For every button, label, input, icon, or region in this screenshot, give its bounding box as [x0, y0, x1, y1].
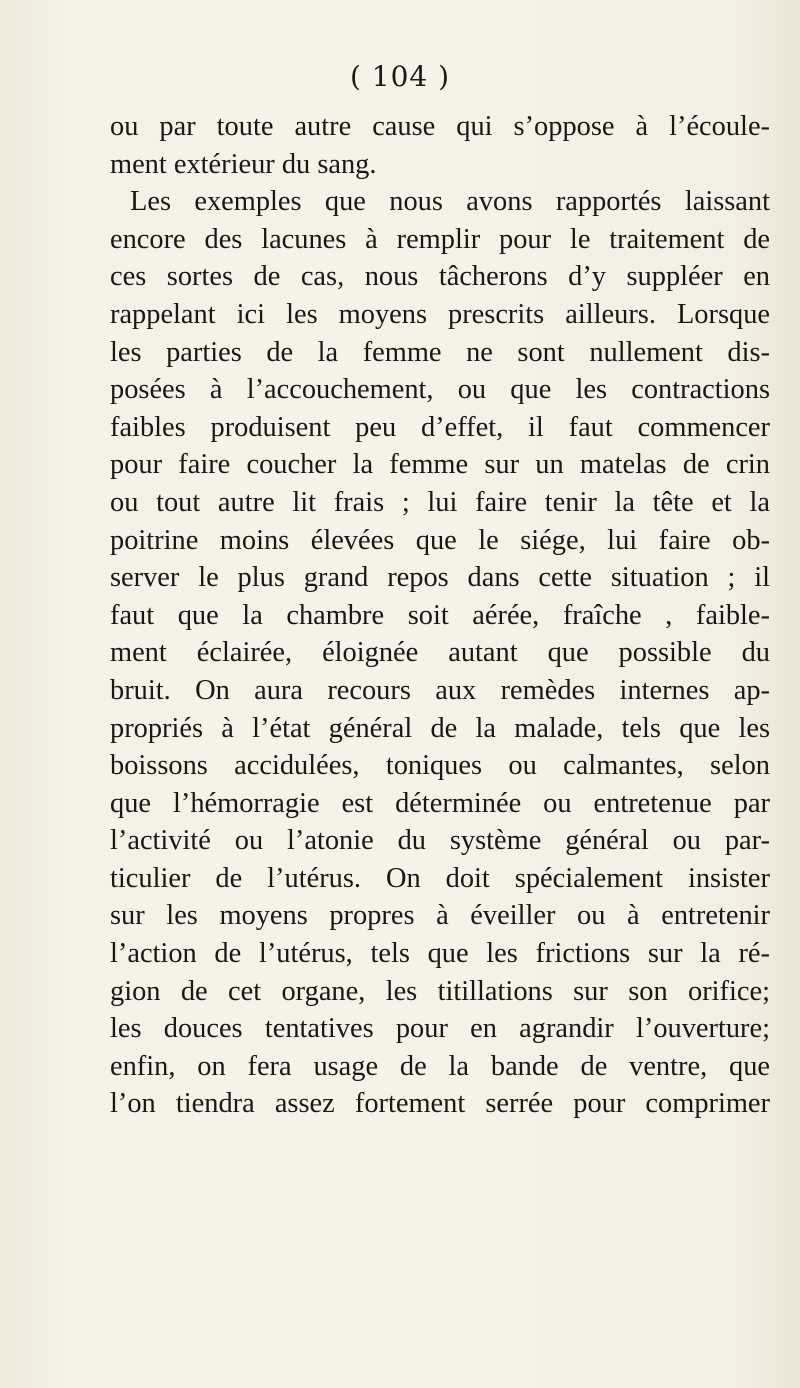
text-line: sur les moyens propres à éveiller ou à entretenir: [110, 900, 770, 932]
text-line: gion de cet organe, les titillations sur son orifice;: [110, 975, 770, 1007]
text-line: ticulier de l’utérus. On doit spécialement insister: [110, 862, 770, 894]
page-number: ( 104 ): [349, 60, 451, 93]
text-line: l’on tiendra assez fortement serrée pour comprimer: [110, 1088, 770, 1120]
text-line: server le plus grand repos dans cette situation ; il: [110, 562, 770, 594]
text-line: bruit. On aura recours aux remèdes internes ap-: [110, 674, 770, 706]
text-line: encore des lacunes à remplir pour le traitement de: [110, 223, 770, 255]
text-line: que l’hémorragie est déterminée ou entretenue par: [110, 787, 770, 819]
text-line: les parties de la femme ne sont nullement dis-: [110, 336, 770, 368]
text-line: ment éclairée, éloignée autant que possible du: [110, 637, 770, 669]
text-line: pour faire coucher la femme sur un matelas de crin: [110, 449, 770, 481]
text-line: ment extérieur du sang.: [110, 148, 377, 180]
text-line: Les exemples que nous avons rapportés laissant: [130, 186, 770, 218]
text-line: enfin, on fera usage de la bande de ventre, que: [110, 1050, 770, 1082]
text-line: rappelant ici les moyens prescrits ailleurs. Lorsque: [110, 298, 770, 330]
text-line: posées à l’accouchement, ou que les contractions: [110, 374, 770, 406]
text-line: faut que la chambre soit aérée, fraîche , faible-: [110, 599, 770, 631]
text-line: l’action de l’utérus, tels que les frictions sur la ré-: [110, 938, 770, 970]
text-line: ou tout autre lit frais ; lui faire tenir la tête et la: [110, 486, 770, 518]
text-line: propriés à l’état général de la malade, tels que les: [110, 712, 770, 744]
text-line: ces sortes de cas, nous tâcherons d’y suppléer en: [110, 261, 770, 293]
text-line: ou par toute autre cause qui s’oppose à l’écoule-: [110, 111, 770, 142]
text-line: boissons accidulées, toniques ou calmantes, selon: [110, 750, 770, 782]
text-line: faibles produisent peu d’effet, il faut commencer: [110, 411, 770, 443]
body-text: [110, 108, 770, 1123]
text-line: l’activité ou l’atonie du système général ou par-: [110, 825, 770, 857]
text-line: les douces tentatives pour en agrandir l’ouverture;: [110, 1013, 770, 1045]
text-line: poitrine moins élevées que le siége, lui faire ob-: [110, 524, 770, 556]
